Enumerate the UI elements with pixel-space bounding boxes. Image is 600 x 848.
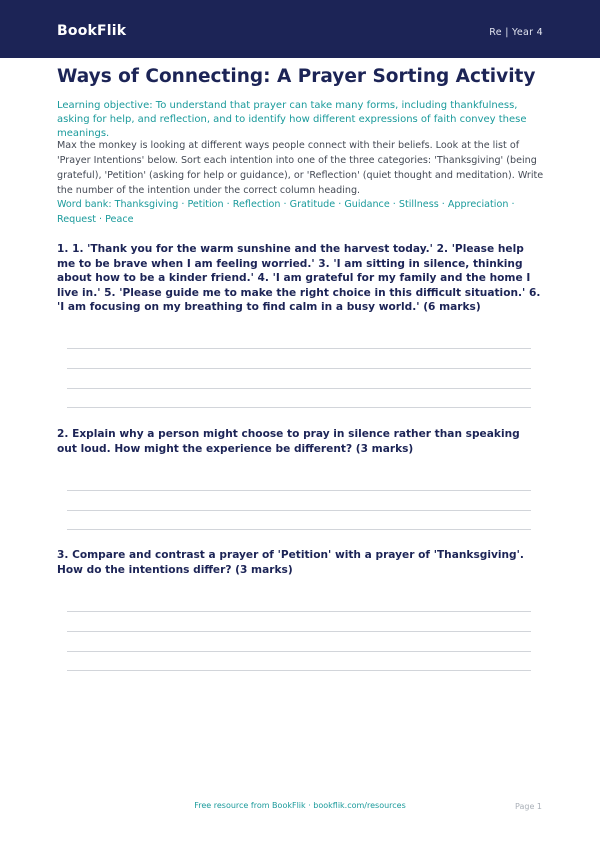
worksheet-title: Ways of Connecting: A Prayer Sorting Activity	[57, 66, 536, 87]
subject-year-label: Re | Year 4	[489, 27, 543, 38]
answer-line[interactable]	[67, 368, 531, 369]
header-bar	[0, 0, 600, 58]
answer-line[interactable]	[67, 407, 531, 408]
intro-text: Max the monkey is looking at different ways people connect with their beliefs. Look at the list of 'Prayer Intentions' below. Sort each intention into one of the three categories: 'Thanksgiving' (being grateful), 'Petition' (asking for help or guidance), or 'Reflection' (quiet thought and meditation). Write the number of the intention under the correct column heading.	[57, 140, 544, 196]
answer-line[interactable]	[67, 388, 531, 389]
answer-line[interactable]	[67, 651, 531, 652]
page-number: Page 1	[515, 802, 542, 811]
brand-logo: BookFlik	[57, 23, 127, 39]
answer-line[interactable]	[67, 510, 531, 511]
footer-resource-link[interactable]: Free resource from BookFlik · bookflik.com/resources	[194, 801, 406, 810]
answer-line[interactable]	[67, 348, 531, 349]
answer-line[interactable]	[67, 490, 531, 491]
question-1: 1. 1. 'Thank you for the warm sunshine and the harvest today.' 2. 'Please help me to be brave when I am feeling worried.' 3. 'I am sitting in silence, thinking about how to be a kinder friend.' 4. 'I am grateful for my family and the home I live in.' 5. 'Please guide me to make the right choice in this difficult situation.' 6. 'I am focusing on my breathing to find calm in a busy world.' (6 marks)	[57, 243, 541, 313]
answer-line[interactable]	[67, 670, 531, 671]
word-bank: Word bank: Thanksgiving · Petition · Reflection · Gratitude · Guidance · Stillness · Appreciation · Request · Peace	[57, 199, 515, 225]
answer-line[interactable]	[67, 529, 531, 530]
learning-objective: Learning objective: To understand that prayer can take many forms, including thankfulness, asking for help, and reflection, and to identify how different expressions of faith convey these meanings.	[57, 100, 527, 139]
answer-line[interactable]	[67, 611, 531, 612]
question-3: 3. Compare and contrast a prayer of 'Petition' with a prayer of 'Thanksgiving'. How do the intentions differ? (3 marks)	[57, 549, 524, 576]
question-2: 2. Explain why a person might choose to pray in silence rather than speaking out loud. How might the experience be different? (3 marks)	[57, 428, 520, 455]
answer-line[interactable]	[67, 631, 531, 632]
